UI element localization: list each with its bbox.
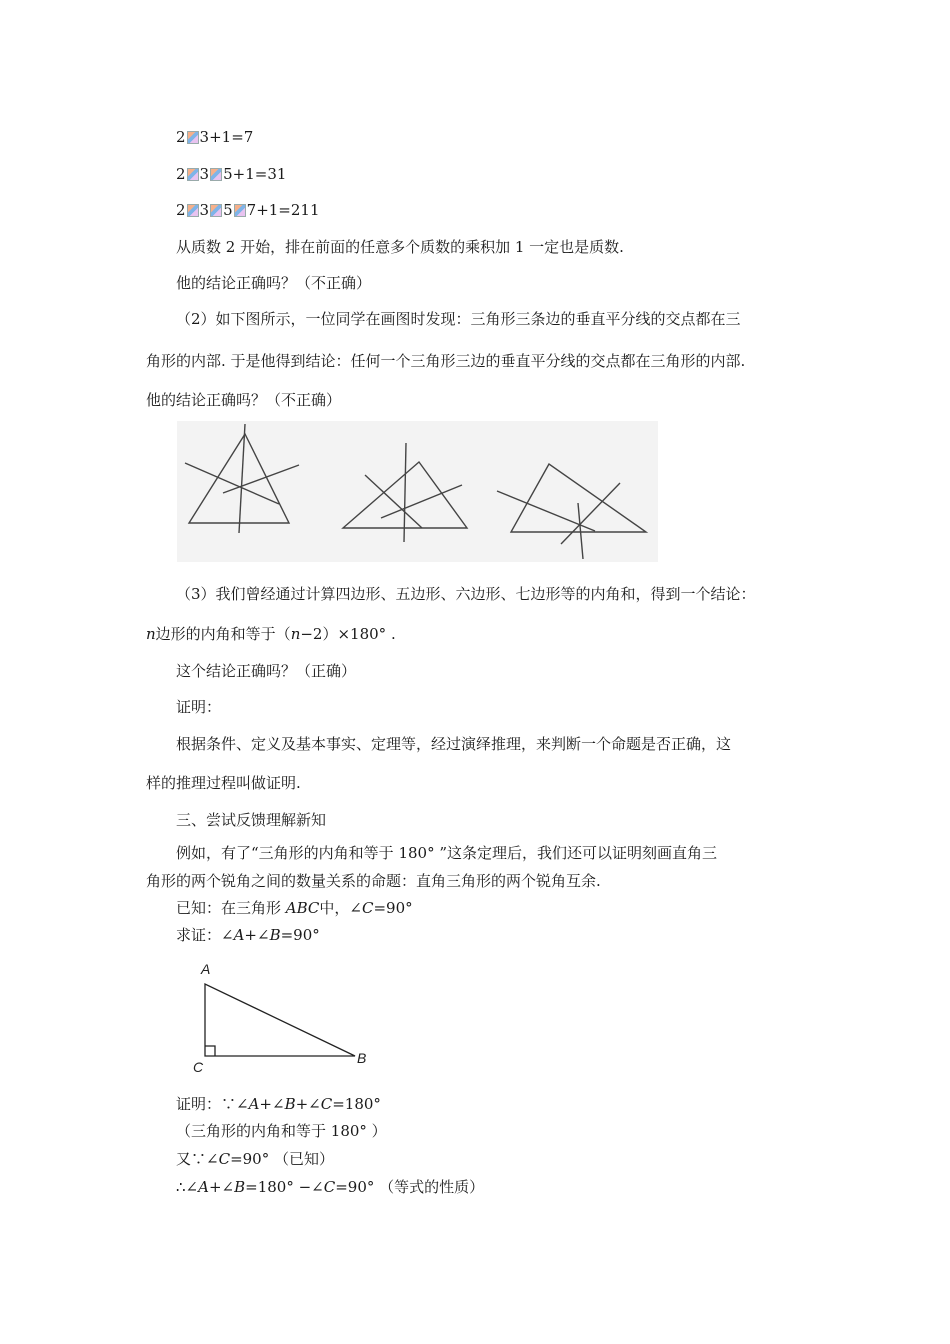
example-line1: 例如，有了“三角形的内角和等于 180° ”这条定理后，我们还可以证明刻画直角三	[176, 844, 718, 862]
product-line-1: 2 3+1=7	[176, 128, 254, 146]
vertex-label-b: B	[357, 1050, 367, 1066]
item3-line2: n边形的内角和等于（n−2）×180° .	[146, 625, 396, 643]
right-angle-mark	[205, 1046, 215, 1056]
vertex-label-c: C	[193, 1059, 204, 1075]
example-line2: 角形的两个锐角之间的数量关系的命题：直角三角形的两个锐角互余.	[146, 872, 601, 890]
right-triangle	[205, 984, 355, 1056]
item2-line2: 角形的内部. 于是他得到结论：任何一个三角形三边的垂直平分线的交点都在三角形的内部.	[146, 352, 746, 370]
vertex-label-a: A	[201, 961, 211, 977]
bisector-triangles-photo	[177, 421, 658, 562]
item3-line1: （3）我们曾经通过计算四边形、五边形、六边形、七边形等的内角和，得到一个结论：	[176, 585, 756, 603]
bisector-2a	[404, 443, 406, 542]
section3-title: 三、尝试反馈理解新知	[176, 811, 327, 829]
bisector-3c	[578, 503, 583, 559]
multiply-icon	[210, 204, 222, 217]
item3-proof-label: 证明：	[176, 698, 222, 716]
triangle-1	[189, 434, 289, 523]
product-line-3: 2 3 5 7+1=211	[176, 201, 320, 219]
bisector-1c	[223, 465, 299, 493]
multiply-icon	[187, 204, 199, 217]
statement-1: 从质数 2 开始，排在前面的任意多个质数的乘积加 1 一定也是质数.	[176, 238, 624, 256]
bisector-1b	[185, 463, 279, 504]
proof-step-1: 证明：∵∠A+∠B+∠C=180°	[176, 1095, 381, 1113]
bisector-1a	[239, 424, 245, 533]
bisector-3b	[561, 483, 620, 544]
triangle-3	[511, 464, 646, 532]
multiply-icon	[210, 168, 222, 181]
item3-question: 这个结论正确吗？（正确）	[176, 662, 357, 680]
right-triangle-figure	[185, 955, 385, 1080]
prove-line: 求证：∠A+∠B=90°	[176, 926, 320, 944]
proof-step-4: ∴∠A+∠B=180° −∠C=90° （等式的性质）	[176, 1178, 485, 1196]
definition-line1: 根据条件、定义及基本事实、定理等，经过演绎推理，来判断一个命题是否正确，这	[176, 735, 732, 753]
proof-step-3: 又∵∠C=90° （已知）	[176, 1150, 334, 1168]
item2-line3: 他的结论正确吗？（不正确）	[146, 391, 342, 409]
definition-line2: 样的推理过程叫做证明.	[146, 774, 301, 792]
multiply-icon	[234, 204, 246, 217]
multiply-icon	[187, 168, 199, 181]
proof-step-2: （三角形的内角和等于 180° ）	[176, 1122, 387, 1140]
given-line: 已知：在三角形 ABC中，∠C=90°	[176, 899, 413, 917]
product-line-2: 2 3 5+1=31	[176, 165, 287, 183]
item2-line1: （2）如下图所示，一位同学在画图时发现：三角形三条边的垂直平分线的交点都在三	[176, 310, 741, 328]
question-1: 他的结论正确吗？（不正确）	[176, 274, 372, 292]
multiply-icon	[187, 131, 199, 144]
